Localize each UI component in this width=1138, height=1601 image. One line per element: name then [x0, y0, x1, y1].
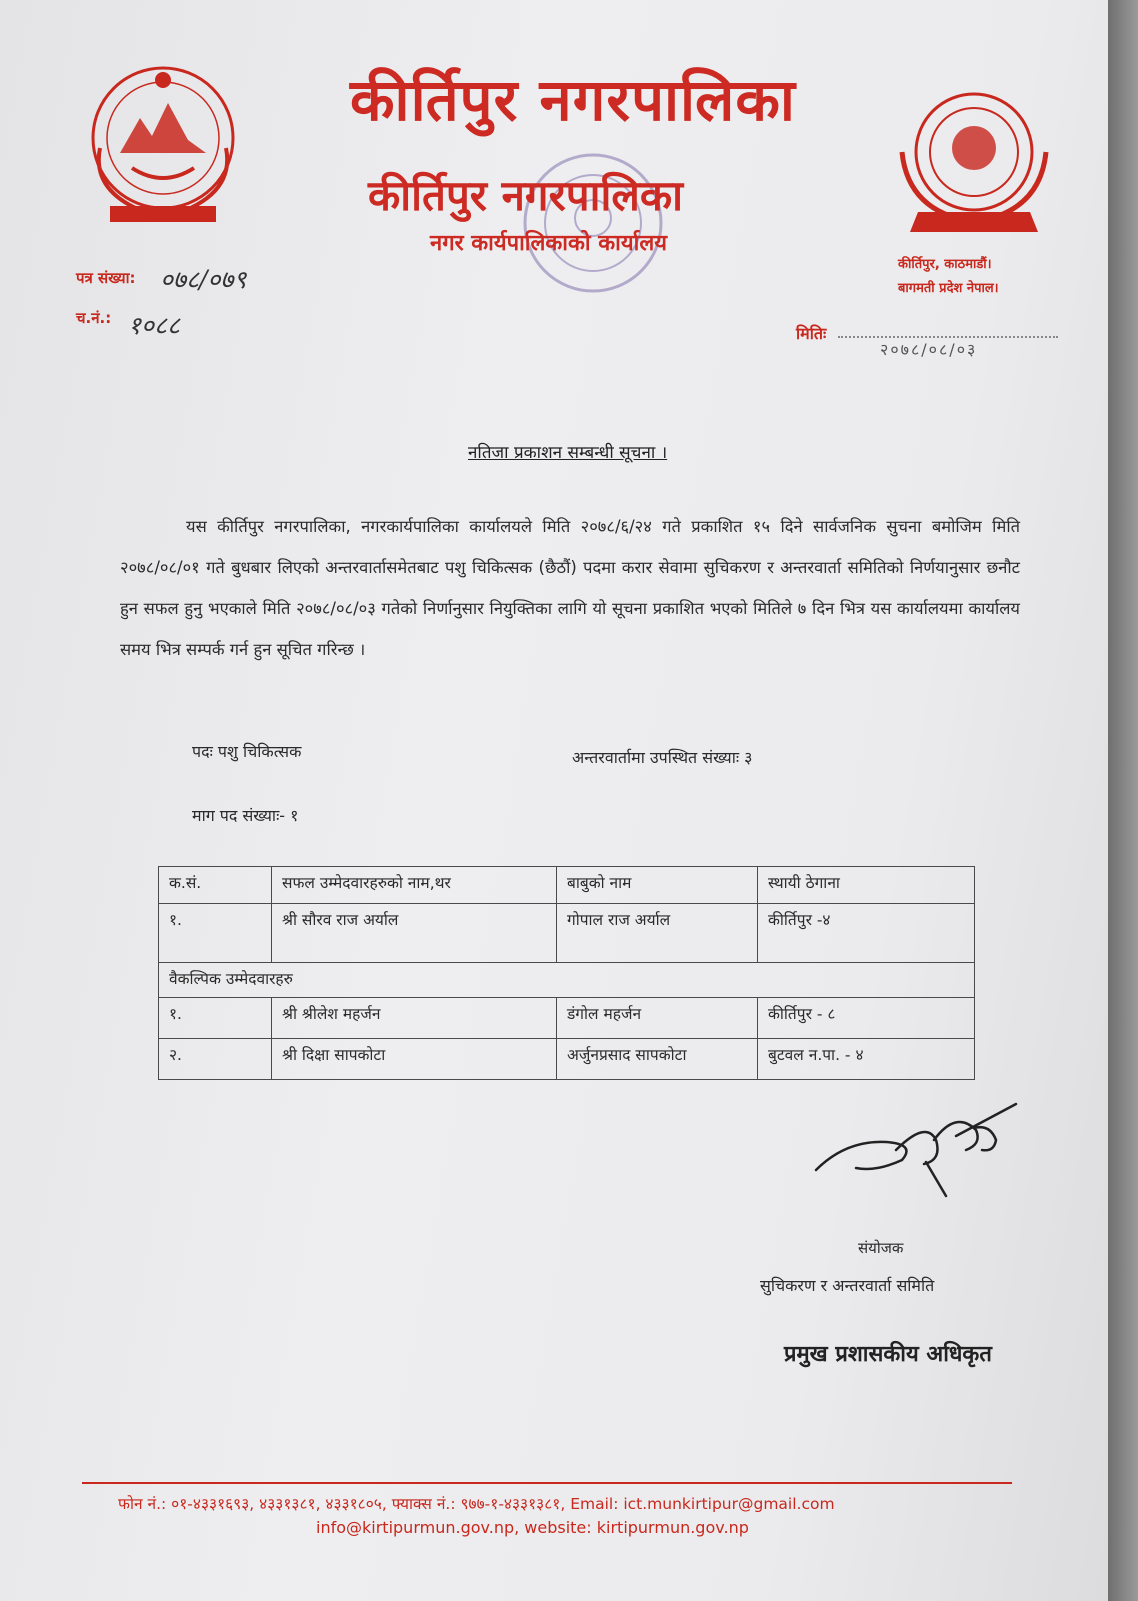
table-row [159, 1039, 975, 1080]
dispatch-number-value: १०८८ [128, 311, 181, 340]
ref-number-value: ०७८/०७९ [160, 265, 247, 294]
notice-title: नतिजा प्रकाशन सम्बन्धी सूचना । [468, 443, 668, 463]
date-value: २०७८/०८/०३ [880, 340, 978, 359]
interview-attendance: अन्तरवार्तामा उपस्थित संख्याः ३ [572, 748, 753, 767]
background-edge [1108, 0, 1138, 1601]
letterhead-subtitle: नगर कार्यपालिकाको कार्यालय [430, 231, 667, 256]
post-field: पदः पशु चिकित्सक [192, 742, 302, 761]
alternate-section-row [159, 963, 975, 998]
cell-address: कीर्तिपुर -४ [758, 904, 975, 963]
nepal-emblem-icon [80, 58, 246, 230]
header-father-name: बाबुको नाम [557, 867, 758, 904]
cell-candidate-name: श्री सौरव राज अर्याल [272, 904, 557, 963]
signatory-officer: प्रमुख प्रशासकीय अधिकृत [784, 1342, 992, 1367]
letterhead-title: कीर्तिपुर नगरपालिका [368, 171, 683, 220]
alternate-candidates-label: वैकल्पिक उम्मेदवारहरु [159, 963, 975, 998]
header-address: स्थायी ठेगाना [758, 867, 975, 904]
results-table [158, 866, 975, 1080]
table-row [159, 998, 975, 1039]
address-line-1: कीर्तिपुर, काठमाडौं। [898, 257, 992, 272]
address-line-2: बागमती प्रदेश नेपाल। [898, 281, 999, 296]
cell-serial: १. [159, 998, 272, 1039]
cell-candidate-name: श्री श्रीलेश महर्जन [272, 998, 557, 1039]
signatory-committee: सुचिकरण र अन्तरवार्ता समिति [760, 1276, 935, 1295]
date-dotted-line [838, 328, 1058, 338]
handwritten-signature [806, 1100, 1026, 1204]
footer-contact-line: फोन नं.: ०१-४३३१६९३, ४३३१३८१, ४३३१८०५, फ्याक्स नं.: ९७७-१-४३३१३८१, Email: ict.munkirtipur@gmail.com [118, 1495, 835, 1513]
letterhead-decorative-title: कीर्तिपुर नगरपालिका [350, 66, 796, 134]
cell-father-name: अर्जुनप्रसाद सापकोटा [557, 1039, 758, 1080]
cell-serial: १. [159, 904, 272, 963]
cell-candidate-name: श्री दिक्षा सापकोटा [272, 1039, 557, 1080]
footer-divider [82, 1482, 1012, 1484]
table-header-row [159, 867, 975, 904]
cell-address: बुटवल न.पा. - ४ [758, 1039, 975, 1080]
date-label: मितिः [796, 324, 827, 343]
cell-father-name: डंगोल महर्जन [557, 998, 758, 1039]
cell-serial: २. [159, 1039, 272, 1080]
cell-father-name: गोपाल राज अर्याल [557, 904, 758, 963]
notice-paragraph: यस कीर्तिपुर नगरपालिका, नगरकार्यपालिका कार्यालयले मिति २०७८/६/२४ गते प्रकाशित १५ दिने सार्वजनिक सुचना बमोजिम मिति २०७८/०८/०१ गते बुधबार लिएको अन्तरवार्तासमेतबाट पशु चिकित्सक (छैठौं) पदमा करार सेवामा सुचिकरण र अन्तरवार्ता समितिको निर्णयानुसार छनौट हुन सफल हुनु भएकाले मिति २०७८/०८/०३ गतेको निर्णानुसार नियुक्तिका लागि यो सूचना प्रकाशित भएको मितिले ७ दिन भित्र यस कार्यालयमा कार्यालय समय भित्र सम्पर्क गर्न हुन सूचित गरिन्छ । [120, 517, 1020, 659]
municipality-logo-icon [888, 82, 1060, 244]
signatory-title: संयोजक [858, 1239, 904, 1257]
demand-count: माग पद संख्याः- १ [192, 806, 299, 825]
header-candidate-name: सफल उम्मेदवारहरुको नाम,थर [272, 867, 557, 904]
table-row [159, 904, 975, 963]
footer-web-line: info@kirtipurmun.gov.np, website: kirtipurmun.gov.np [316, 1518, 749, 1537]
cell-address: कीर्तिपुर - ८ [758, 998, 975, 1039]
dispatch-number-label: च.नं.: [76, 309, 112, 327]
ref-number-label: पत्र संख्या: [76, 269, 136, 287]
header-serial: क.सं. [159, 867, 272, 904]
